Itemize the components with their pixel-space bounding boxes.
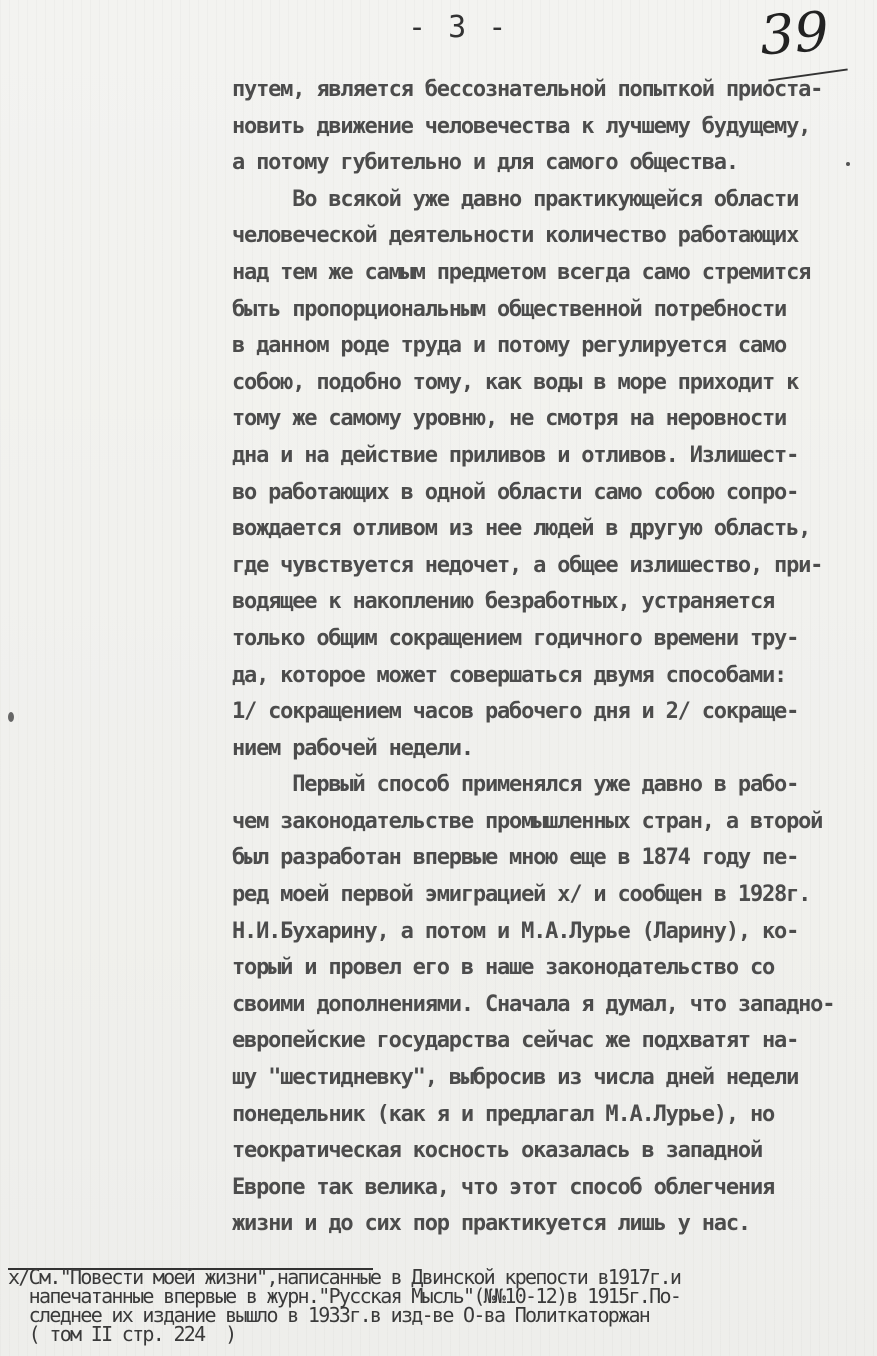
ink-speck [846, 162, 850, 166]
footnote-line: x/См."Повести моей жизни",написанные в Двинской крепости в1917г.и [8, 1265, 681, 1289]
body-line: 1/ сокращением часов рабочего дня и 2/ сокраще- [232, 699, 799, 725]
body-line: вождается отливом из нее людей в другую область, [232, 516, 811, 542]
body-line: Европе так велика, что этот способ облегчения [232, 1174, 775, 1200]
footnote-line: ( том II стр. 224 ) [8, 1322, 236, 1346]
ink-speck [8, 712, 14, 722]
body-line: жизни и до сих пор практикуется лишь у нас. [232, 1211, 750, 1237]
footnote [8, 1265, 874, 1346]
body-line: ред моей первой эмиграцией x/ и сообщен в 1928г. [232, 882, 811, 908]
body-line: путем, является бессознательной попыткой приоста- [232, 77, 823, 102]
body-line: да, которое может совершаться двумя способами: [232, 662, 787, 688]
body-line: собою, подобно тому, как воды в море приходит к [232, 369, 799, 395]
body-line: водящее к накоплению безработных, устраняется [232, 589, 775, 615]
body-line: нием рабочей недели. [232, 735, 473, 761]
page-number: - 3 - [408, 10, 509, 45]
body-line: шу "шестидневку", выбросив из числа дней недели [232, 1065, 799, 1091]
body-line: новить движение человечества к лучшему будущему, [232, 113, 811, 139]
body-line: Во всякой уже давно практикующейся области [232, 186, 799, 212]
body-line: быть пропорциональным общественной потребности [232, 296, 787, 322]
body-line: европейские государства сейчас же подхватят на- [232, 1028, 799, 1054]
body-line: торый и провел его в наше законодательство со [232, 955, 775, 981]
body-line: только общим сокращением годичного времени тру- [232, 625, 799, 651]
body-line: теократическая косность оказалась в западной [232, 1138, 762, 1164]
handwritten-folio-number: 39 [757, 0, 831, 68]
body-text [232, 72, 864, 1243]
body-line: Н.И.Бухарину, а потом и М.А.Лурье (Ларину), ко- [232, 918, 799, 944]
body-line: Первый способ применялся уже давно в рабо- [232, 772, 799, 798]
body-line: во работающих в одной области само собою сопро- [232, 479, 799, 505]
body-line: понедельник (как я и предлагал М.А.Лурье), но [232, 1101, 775, 1127]
body-line: человеческой деятельности количество работающих [232, 223, 799, 249]
body-line: чем законодательстве промышленных стран, а второй [232, 808, 823, 834]
body-line: где чувствуется недочет, а общее излишество, при- [232, 552, 823, 578]
body-line: был разработан впервые мною еще в 1874 году пе- [232, 845, 799, 871]
body-line: дна и на действие приливов и отливов. Излишест- [232, 442, 799, 468]
body-line: а потому губительно и для самого общества. [232, 150, 738, 176]
body-line: тому же самому уровню, не смотря на неровности [232, 406, 787, 432]
footnote-line: следнее их издание вышло в 1933г.в изд-ве О-ва Политкаторжан [8, 1303, 650, 1327]
body-line: в данном роде труда и потому регулируется само [232, 333, 787, 359]
body-line: над тем же самым предметом всегда само стремится [232, 259, 811, 285]
footnote-line: напечатанные впервые в журн."Русская Мысль"(№№10-12)в 1915г.По- [8, 1284, 681, 1308]
body-line: своими дополнениями. Сначала я думал, что западно- [232, 991, 835, 1017]
